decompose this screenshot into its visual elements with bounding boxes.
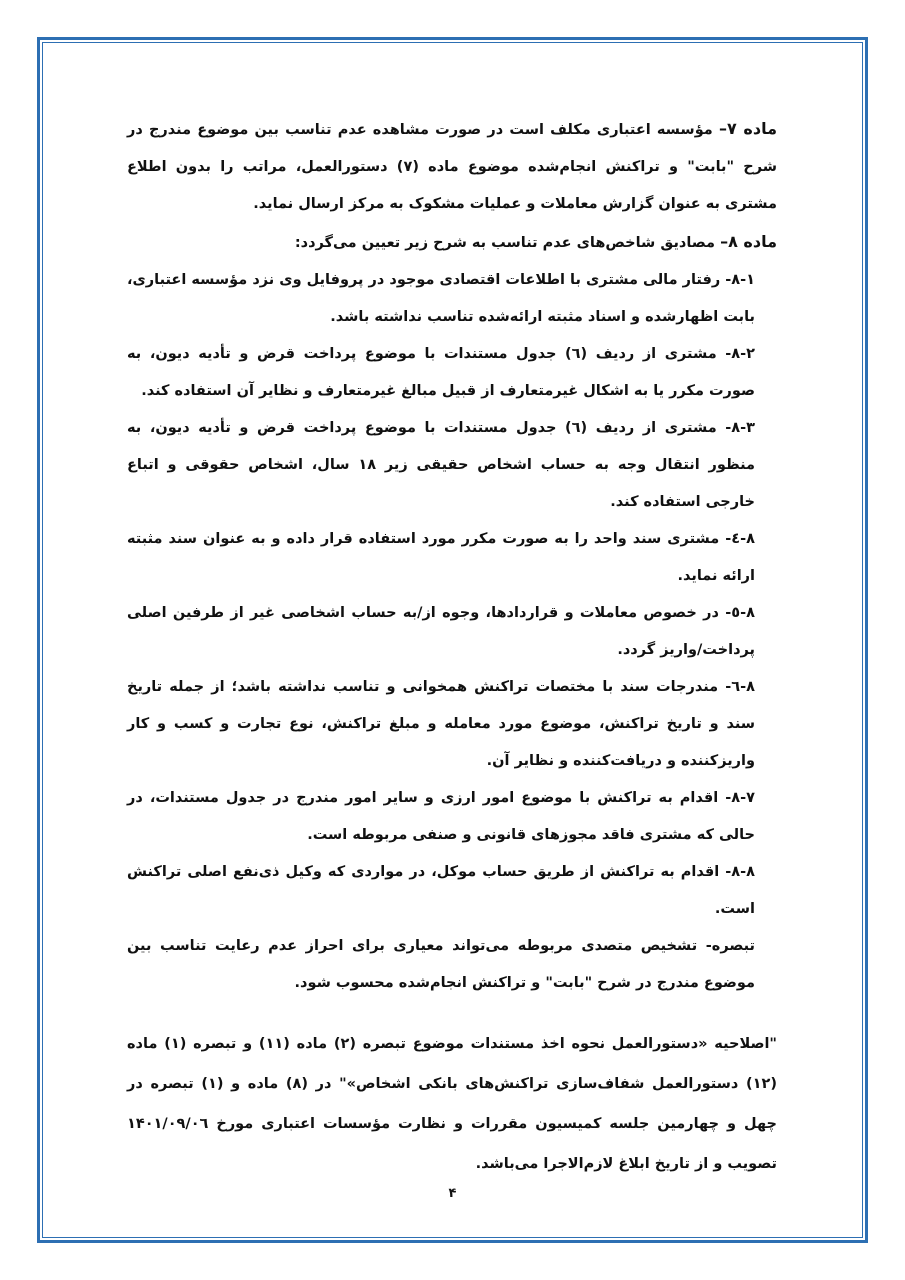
clause-8-6: ۸-٦- مندرجات سند با مختصات تراکنش همخوانی و تناسب نداشته باشد؛ از جمله تاریخ سند و تاریخ تراکنش، موضوع مورد معامله و مبلغ تراکنش، نوع تجارت و کسب و کار واریزکننده و دریافت‌کننده و نظایر آن. (127, 679, 755, 769)
clause-8-3: ۸-۳- مشتری از ردیف (٦) جدول مستندات با موضوع پرداخت قرض و تأدیه دیون، به منظور انتقال وجه به حساب اشخاص حقیقی زیر ۱۸ سال، اشخاص حقوقی و اتباع خارجی استفاده کند. (127, 420, 755, 510)
spacer (127, 1002, 777, 1024)
amendment-paragraph (127, 1024, 777, 1184)
clause-8-5: ۸-٥- در خصوص معاملات و قراردادها، وجوه از/به حساب اشخاصی غیر از طرفین اصلی پرداخت/واریز گردد. (127, 605, 755, 658)
article-8-title: ماده ۸– (720, 232, 777, 251)
amendment-text: در (۸) ماده و (۱) تبصره در چهل و چهارمین جلسه کمیسیون مقررات و نظارت مؤسسات اعتباری مورخ ۱۴۰۱/۰۹/۰٦ تصویب و از تاریخ ابلاغ لازم‌الاجرا می‌باشد. (127, 1076, 777, 1172)
article-8-text: مصادیق شاخص‌های عدم تناسب به شرح زیر تعیین می‌گردد: (294, 235, 721, 251)
article-7 (127, 110, 777, 223)
clause-8-2: ۸-۲- مشتری از ردیف (٦) جدول مستندات با موضوع پرداخت قرض و تأدیه دیون، به صورت مکرر یا به اشکال غیرمتعارف از قبیل مبالغ غیرمتعارف و نظایر آن استفاده کند. (127, 346, 755, 399)
document-body (127, 110, 777, 1184)
article-8 (127, 223, 777, 262)
amendment-title: "اصلاحیه «دستورالعمل نحوه اخذ مستندات موضوع تبصره (۲) ماده (۱۱) و تبصره (۱) ماده (۱۲) دستورالعمل شفاف‌سازی تراکنش‌های بانکی اشخاص»" (127, 1036, 777, 1092)
clause-8-1: ۸-۱- رفتار مالی مشتری با اطلاعات اقتصادی موجود در پروفایل وی نزد مؤسسه اعتباری، بابت اظهارشده و اسناد مثبته ارائه‌شده تناسب نداشته باشد. (127, 272, 755, 325)
clause-8-7: ۸-۷- اقدام به تراکنش با موضوع امور ارزی و سایر امور مندرج در جدول مستندات، در حالی که مشتری فاقد مجوزهای قانونی و صنفی مربوطه است. (127, 790, 755, 843)
note-paragraph: تبصره- تشخیص متصدی مربوطه می‌تواند معیاری برای احراز عدم رعایت تناسب بین موضوع مندرج در شرح "بابت" و تراکنش انجام‌شده محسوب شود. (127, 938, 755, 991)
clause-8-4: ۸-٤- مشتری سند واحد را به صورت مکرر مورد استفاده قرار داده و به عنوان سند مثبته ارائه نماید. (127, 531, 755, 584)
page-number: ۴ (448, 1186, 457, 1201)
article-7-text: مؤسسه اعتباری مکلف است در صورت مشاهده عدم تناسب بین موضوع مندرج در شرح "بابت" و تراکنش انجام‌شده موضوع ماده (۷) دستورالعمل، مراتب را بدون اطلاع مشتری به عنوان گزارش معاملات و عملیات مشکوک به مرکز ارسال نماید. (127, 122, 778, 212)
article-7-title: ماده ۷– (718, 119, 777, 138)
clause-8-8: ۸-۸- اقدام به تراکنش از طریق حساب موکل، در مواردی که وکیل ذی‌نفع اصلی تراکنش است. (127, 864, 755, 917)
